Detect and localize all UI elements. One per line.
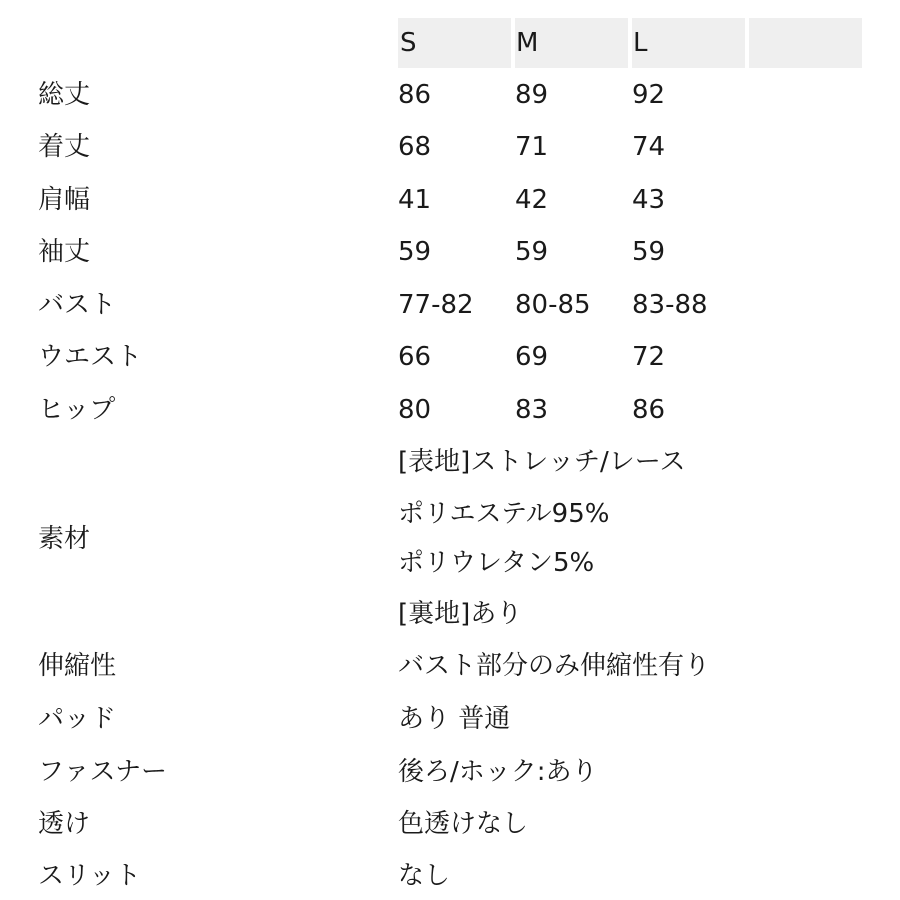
value-s: 77-82 <box>398 290 474 320</box>
header-size-l: L <box>633 28 648 58</box>
value-s: 59 <box>398 237 432 267</box>
row-label: 肩幅 <box>38 185 91 215</box>
material-line: [裏地]あり <box>398 599 523 629</box>
detail-value: バスト部分のみ伸縮性有り <box>398 651 711 681</box>
value-m: 42 <box>515 185 549 215</box>
header-size-m: M <box>516 28 539 58</box>
row-label: スリット <box>38 861 141 891</box>
value-l: 83-88 <box>632 290 708 320</box>
value-s: 41 <box>398 185 432 215</box>
row-label: 総丈 <box>38 80 91 110</box>
material-line: ポリウレタン5% <box>398 548 595 578</box>
row-label: 着丈 <box>38 132 91 162</box>
detail-value: なし <box>398 861 451 891</box>
value-s: 68 <box>398 132 432 162</box>
material-line: [表地]ストレッチ/レース <box>398 447 686 477</box>
header-cell-extra <box>749 18 862 68</box>
value-l: 72 <box>632 342 666 372</box>
value-m: 83 <box>515 395 549 425</box>
detail-value: 後ろ/ホック:あり <box>398 757 598 787</box>
value-m: 89 <box>515 80 549 110</box>
row-label: バスト <box>38 290 117 320</box>
row-label: 透け <box>38 809 91 839</box>
detail-value: あり 普通 <box>398 704 511 734</box>
value-l: 74 <box>632 132 666 162</box>
row-label: パッド <box>38 704 117 734</box>
value-s: 80 <box>398 395 432 425</box>
row-label: 伸縮性 <box>38 651 117 681</box>
header-size-s: S <box>400 28 417 58</box>
row-label: ヒップ <box>38 395 116 425</box>
value-l: 59 <box>632 237 666 267</box>
row-label: ウエスト <box>38 342 143 372</box>
detail-value: 色透けなし <box>398 809 529 839</box>
row-label: 袖丈 <box>38 237 91 267</box>
value-l: 92 <box>632 80 666 110</box>
material-label: 素材 <box>38 524 91 554</box>
material-line: ポリエステル95% <box>398 499 610 529</box>
value-l: 86 <box>632 395 666 425</box>
value-m: 71 <box>515 132 549 162</box>
value-l: 43 <box>632 185 666 215</box>
value-s: 66 <box>398 342 432 372</box>
row-label: ファスナー <box>38 757 167 787</box>
header-cell-l <box>632 18 745 68</box>
value-s: 86 <box>398 80 432 110</box>
value-m: 80-85 <box>515 290 591 320</box>
value-m: 59 <box>515 237 549 267</box>
value-m: 69 <box>515 342 549 372</box>
